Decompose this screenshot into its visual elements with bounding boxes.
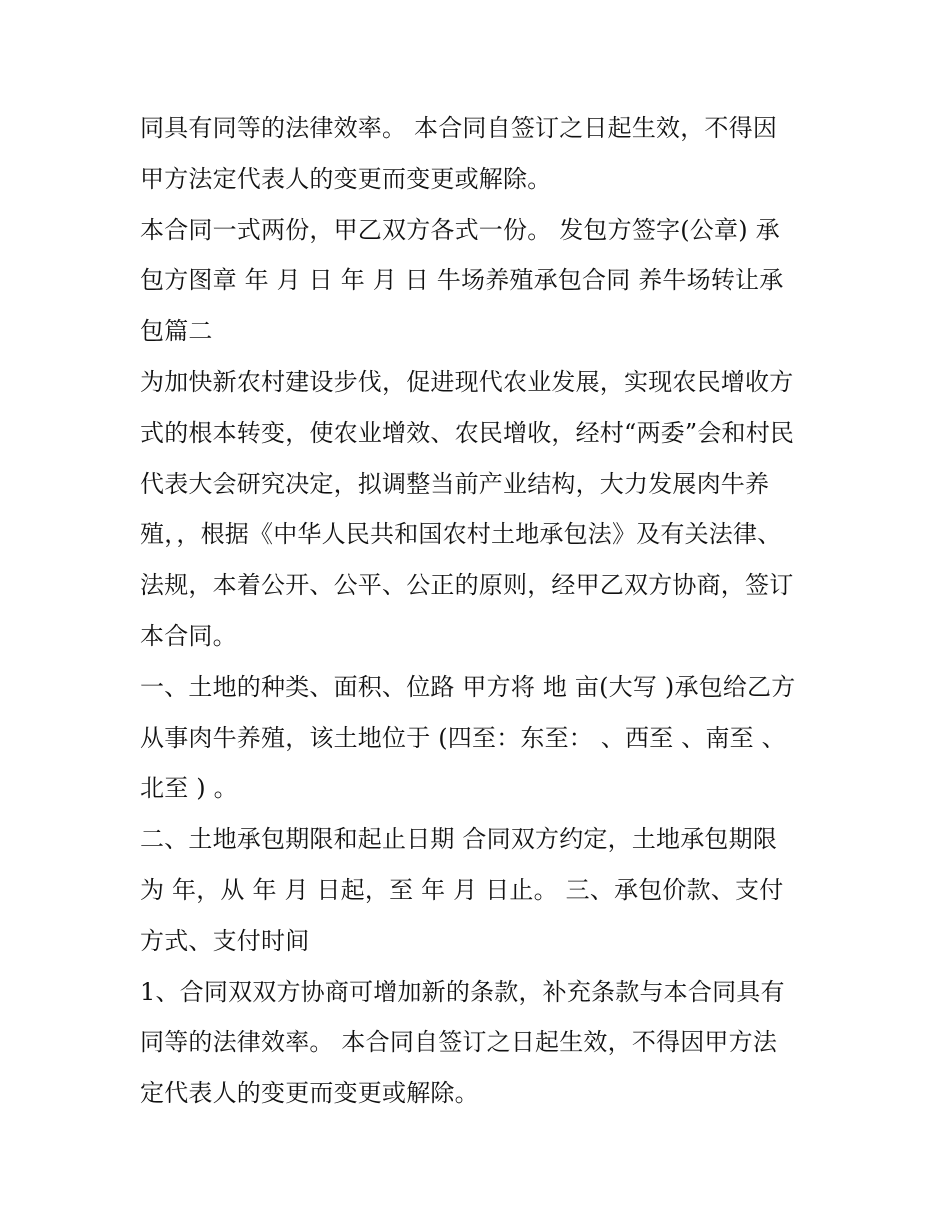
text-line: 法规，本着公开、公平、公正的原则，经甲乙双方协商，签订 [140,571,794,600]
paragraph-copies-signature [140,205,820,357]
text-line: 甲方法定代表人的变更而变更或解除。 [140,164,552,193]
text-line: 本合同。 [140,621,237,650]
text-line: 包方图章 年 月 日 年 月 日 牛场养殖承包合同 养牛场转让承 [140,266,784,295]
text-line: 包篇二 [140,317,213,346]
text-line: 式的根本转变，使农业增效、农民增收，经村“两委”会和村民 [140,418,795,447]
text-line: 二、土地承包期限和起止日期 合同双方约定，土地承包期限 [140,825,778,854]
text-line: 为 年，从 年 月 日起，至 年 月 日止。 三、承包价款、支付 [140,875,784,904]
text-line: 1、合同双双方协商可增加新的条款，补充条款与本合同具有 [140,977,785,1006]
text-line: 同具有同等的法律效率。 本合同自签订之日起生效，不得因 [140,114,778,142]
text-line: 方式、支付时间 [140,926,310,955]
text-line: 北至 ) 。 [140,774,238,803]
paragraph-clause-land [140,662,820,814]
text-line: 为加快新农村建设步伐，促进现代农业发展，实现农民增收方 [140,367,794,396]
text-line: 同等的法律效率。 本合同自签订之日起生效，不得因甲方法 [140,1028,778,1057]
text-line: 一、土地的种类、面积、位路 甲方将 地 亩(大写 )承包给乙方 [140,672,796,701]
paragraph-effectivity-1 [140,103,820,205]
text-line: 本合同一式两份，甲乙双方各式一份。 发包方签字(公章) 承 [140,215,780,244]
text-line: 从事肉牛养殖，该土地位于 (四至：东至： 、西至 、南至 、 [140,723,786,752]
paragraph-clause-term [140,814,820,966]
text-line: 定代表人的变更而变更或解除。 [140,1079,479,1108]
paragraph-effectivity-2 [140,967,820,1119]
text-line: 殖，，根据《中华人民共和国农村土地承包法》及有关法律、 [140,520,782,549]
paragraph-preamble [140,357,820,662]
document-body [140,103,820,1119]
text-line: 代表大会研究决定，拟调整当前产业结构，大力发展肉牛养 [140,469,770,498]
